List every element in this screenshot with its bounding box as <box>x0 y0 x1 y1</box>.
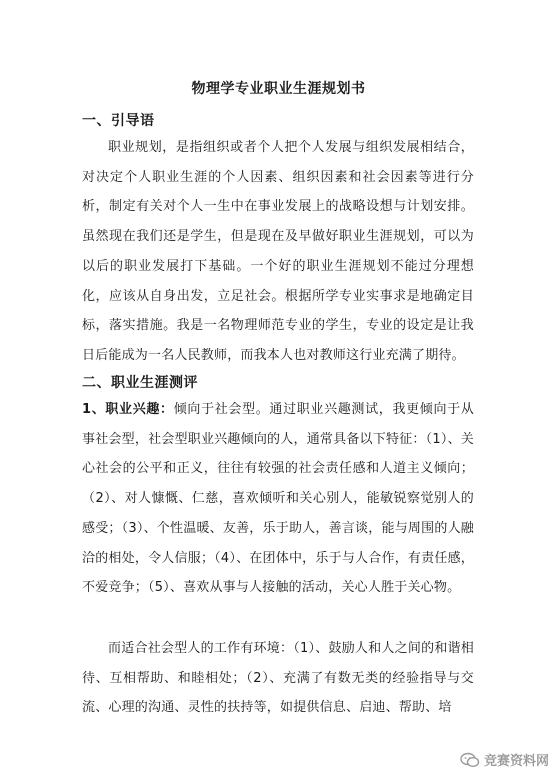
section-heading-assessment: 二、职业生涯测评 <box>82 375 198 391</box>
intro-paragraph: 职业规划，是指组织或者个人把个人发展与组织发展相结合，对决定个人职业生涯的个人因素、组织因素和社会因素等进行分析，制定有关对个人一生中在事业发展上的战略设想与计划安排。虽然现在我们还是学生，但是现在及早做好职业生涯规划，可以为以后的职业发展打下基础。一个好的职业生涯规划不能过分理想化，应该从自身出发，立足社会。根据所学专业实事求是地确定目标，落实措施。我是一名物理师范专业的学生，专业的设定是让我日后能成为一名人民教师，而我本人也对教师这行业充满了期待。 <box>82 140 474 363</box>
interest-paragraph <box>82 395 474 603</box>
document-title: 物理学专业职业生涯规划书 <box>191 81 366 97</box>
wechat-icon <box>460 752 480 768</box>
watermark-text: 竞赛资料网 <box>483 754 549 769</box>
watermark <box>460 750 549 769</box>
environment-paragraph: 而适合社会型人的工作有环境：（1）、鼓励人和人之间的和谐相待、互相帮助、和睦相处；（2）、充满了有数无类的经验指导与交流、心理的沟通、灵性的扶持等，如提供信息、启迪、帮助、培 <box>82 641 474 716</box>
interest-label: 1、职业兴趣： <box>82 402 174 417</box>
interest-text: 倾向于社会型。通过职业兴趣测试，我更倾向于从事社会型，社会型职业兴趣倾向的人，通常具备以下特征：（1）、关心社会的公平和正义，往往有较强的社会责任感和人道主义倾向；（2）、对人慷慨、仁慈，喜欢倾听和关心别人，能敏锐察觉别人的感受；（3）、个性温暖、友善，乐于助人，善言谈，能与周围的人融洽的相处，令人信服；（4）、在团体中，乐于与人合作，有责任感，不爱竞争；（5）、喜欢从事与人接触的活动，关心人胜于关心物。 <box>82 402 474 596</box>
section-heading-intro: 一、引导语 <box>82 113 155 129</box>
